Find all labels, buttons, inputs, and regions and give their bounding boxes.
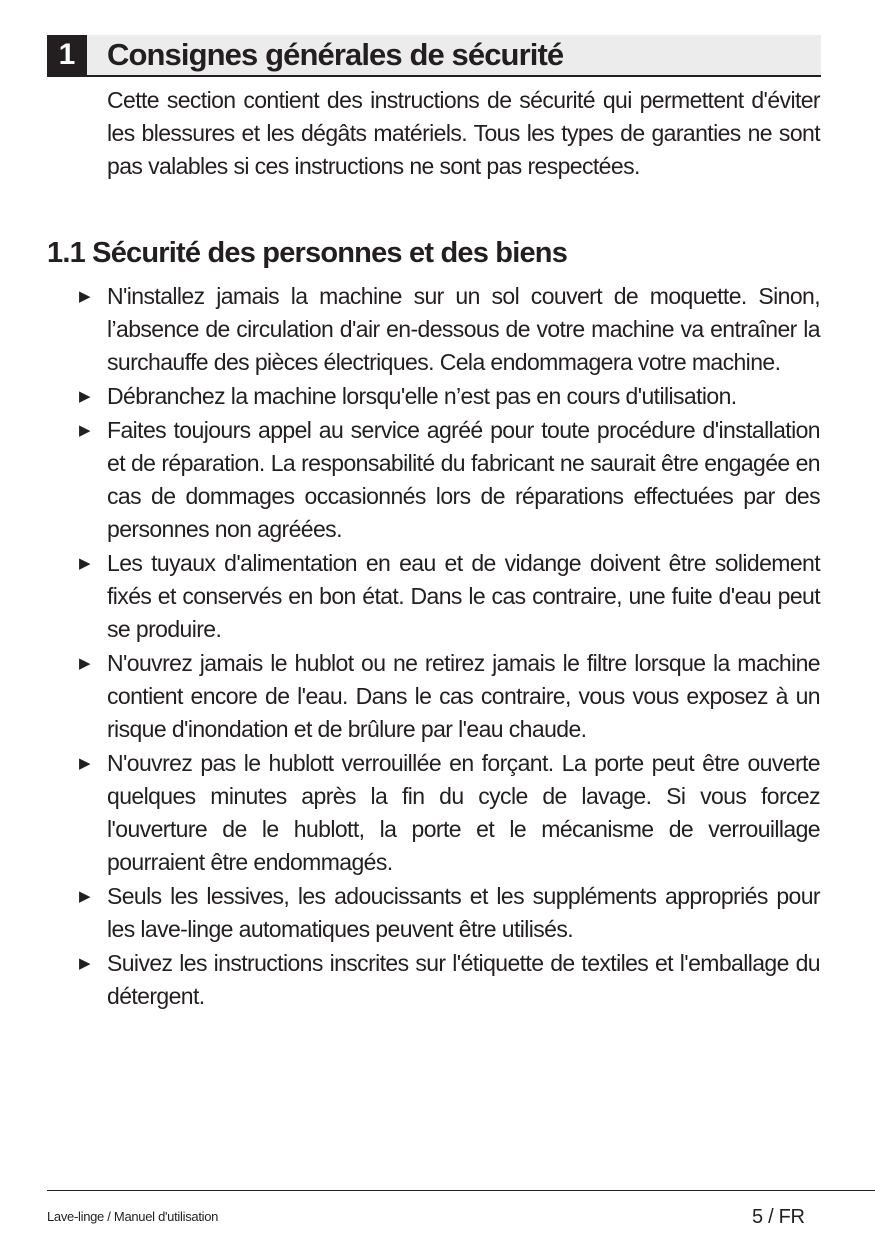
bullet-arrow-icon: ▶ (79, 388, 90, 405)
bullet-arrow-icon: ▶ (79, 288, 90, 305)
footer-document-title: Lave-linge / Manuel d'utilisation (47, 1209, 219, 1224)
list-item (79, 414, 820, 546)
list-item-text: N'ouvrez jamais le hublot ou ne retirez jamais le filtre lorsque la machine contient encore de l'eau. Dans le cas contraire, vous vous exposez à un risque d'inondation et de brûlure par l'eau chaude. (107, 650, 820, 742)
list-item (79, 747, 820, 879)
list-item (79, 647, 820, 746)
list-item (79, 947, 820, 1013)
bullet-arrow-icon: ▶ (79, 888, 90, 905)
intro-paragraph: Cette section contient des instructions de sécurité qui permettent d'éviter les blessures et les dégâts matériels. Tous les types de garanties ne sont pas valables si ces instructions ne sont pas respectées. (107, 87, 820, 179)
section-header (47, 35, 821, 77)
bullet-arrow-icon: ▶ (79, 655, 90, 672)
footer-divider (47, 1190, 875, 1191)
list-item (79, 880, 820, 946)
page-number: 5 / FR (752, 1206, 805, 1228)
list-item (79, 547, 820, 646)
section-number-badge: 1 (47, 35, 87, 75)
list-item-text: N'ouvrez pas le hublott verrouillée en forçant. La porte peut être ouverte quelques minutes après la fin du cycle de lavage. Si vous forcez l'ouverture de le hublott, la porte et le mécanisme de verrouillage pourraient être endommagés. (107, 750, 820, 875)
list-item-text: N'installez jamais la machine sur un sol couvert de moquette. Sinon, l’absence de circulation d'air en-dessous de votre machine va entraîner la surchauffe des pièces électriques. Cela endommagera votre machine. (107, 283, 820, 375)
bullet-arrow-icon: ▶ (79, 555, 90, 572)
list-item-text: Seuls les lessives, les adoucissants et les suppléments appropriés pour les lave-linge automatiques peuvent être utilisés. (107, 883, 820, 942)
bullet-arrow-icon: ▶ (79, 755, 90, 772)
list-item-text: Débranchez la machine lorsqu'elle n’est pas en cours d'utilisation. (107, 383, 737, 409)
safety-list (79, 280, 820, 1014)
list-item-text: Les tuyaux d'alimentation en eau et de vidange doivent être solidement fixés et conservés en bon état. Dans le cas contraire, une fuite d'eau peut se produire. (107, 550, 820, 642)
bullet-arrow-icon: ▶ (79, 422, 90, 439)
bullet-arrow-icon: ▶ (79, 955, 90, 972)
list-item (79, 280, 820, 379)
list-item-text: Suivez les instructions inscrites sur l'étiquette de textiles et l'emballage du détergent. (107, 950, 820, 1009)
section-title: Consignes générales de sécurité (107, 37, 564, 72)
list-item-text: Faites toujours appel au service agréé pour toute procédure d'installation et de réparation. La responsabilité du fabricant ne saurait être engagée en cas de dommages occasionnés lors de réparations effectuées par des personnes non agréées. (107, 417, 820, 542)
list-item (79, 380, 820, 413)
subsection-title: 1.1 Sécurité des personnes et des biens (47, 237, 568, 269)
